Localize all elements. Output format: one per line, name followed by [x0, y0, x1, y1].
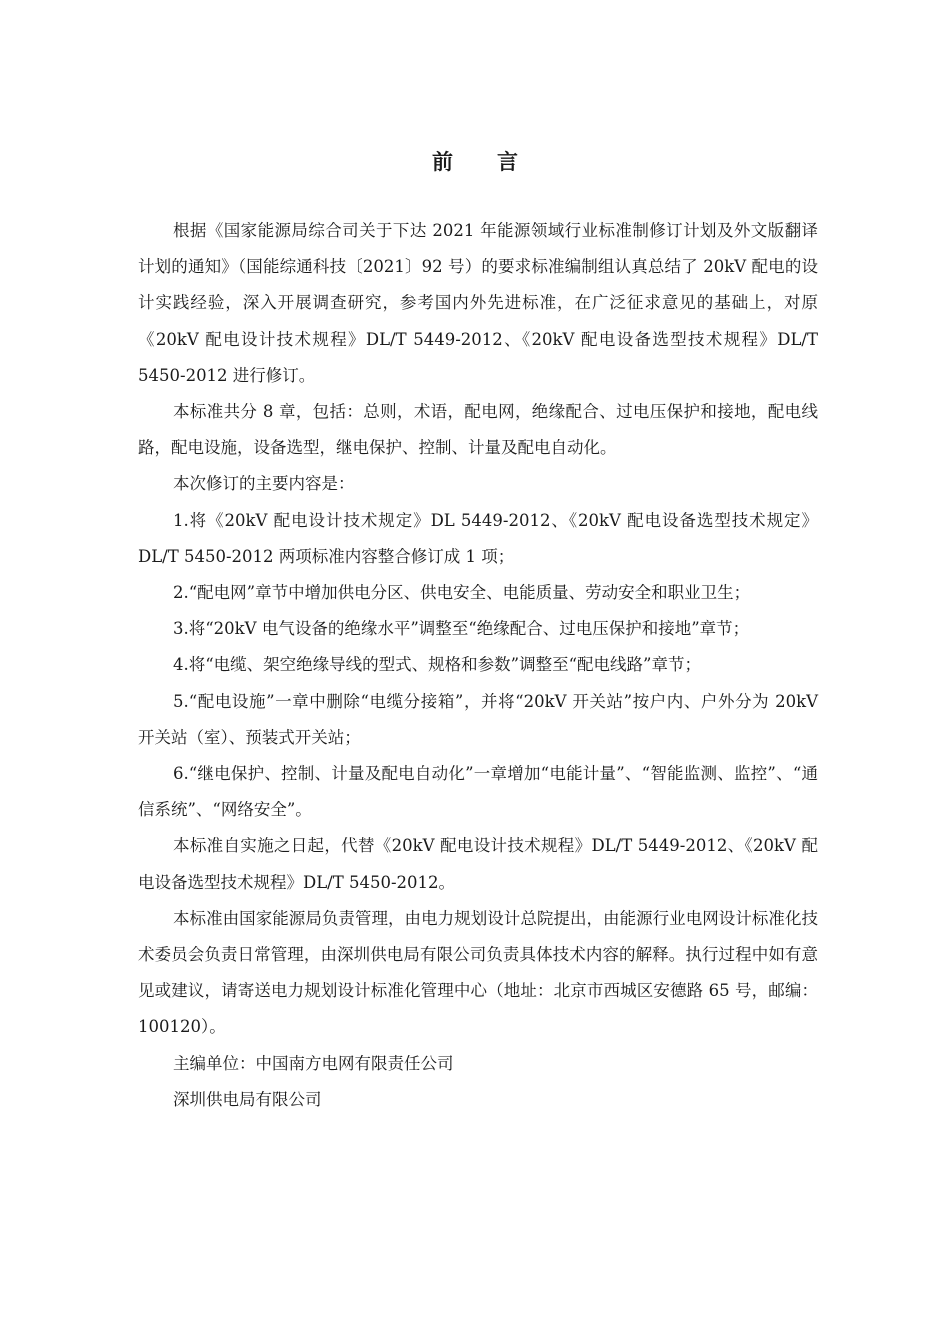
preface-body	[138, 213, 818, 1118]
chief-editor-line: 主编单位：中国南方电网有限责任公司	[173, 1053, 454, 1073]
paragraph-revision-intro: 本次修订的主要内容是：	[173, 474, 355, 494]
revision-item-5: 5.“配电设施”一章中删除“电缆分接箱”，并将“20kV 开关站”按户内、户外分为 20kV 开关站（室）、预装式开关站；	[138, 691, 818, 747]
revision-item-4: 4.将“电缆、架空绝缘导线的型式、规格和参数”调整至“配电线路”章节；	[173, 655, 701, 675]
paragraph-management: 本标准由国家能源局负责管理，由电力规划设计总院提出，由能源行业电网设计标准化技术委员会负责日常管理，由深圳供电局有限公司负责具体技术内容的解释。执行过程中如有意见或建议，请寄送电力规划设计标准化管理中心（地址：北京市西城区安德路 65 号，邮编：100120）。	[138, 908, 818, 1037]
revision-item-3: 3.将“20kV 电气设备的绝缘水平”调整至“绝缘配合、过电压保护和接地”章节；	[173, 619, 750, 639]
paragraph-chapters: 本标准共分 8 章，包括：总则，术语，配电网，绝缘配合、过电压保护和接地，配电线路，配电设施，设备选型，继电保护、控制、计量及配电自动化。	[138, 402, 818, 458]
chief-editor-second-org: 深圳供电局有限公司	[173, 1089, 322, 1109]
revision-item-1: 1.将《20kV 配电设计技术规定》DL 5449-2012、《20kV 配电设备选型技术规定》DL/T 5450-2012 两项标准内容整合修订成 1 项；	[138, 510, 818, 566]
title-char-1: 前	[432, 150, 453, 174]
revision-item-6: 6.“继电保护、控制、计量及配电自动化”一章增加“电能计量”、“智能监测、监控”、“通信系统”、“网络安全”。	[138, 764, 818, 820]
revision-item-2: 2.“配电网”章节中增加供电分区、供电安全、电能质量、劳动安全和职业卫生；	[173, 583, 751, 603]
paragraph-replacement: 本标准自实施之日起，代替《20kV 配电设计技术规程》DL/T 5449-2012、《20kV 配电设备选型技术规程》DL/T 5450-2012。	[138, 836, 818, 892]
page-title	[0, 146, 950, 176]
title-char-2: 言	[497, 150, 518, 174]
paragraph-basis: 根据《国家能源局综合司关于下达 2021 年能源领域行业标准制修订计划及外文版翻译计划的通知》（国能综通科技〔2021〕92 号）的要求标准编制组认真总结了 20kV 配电的设计实践经验，深入开展调查研究，参考国内外先进标准，在广泛征求意见的基础上，对原《20kV 配电设计技术规程》DL/T 5449-2012、《20kV 配电设备选型技术规程》DL/T 5450-2012 进行修订。	[138, 221, 818, 385]
